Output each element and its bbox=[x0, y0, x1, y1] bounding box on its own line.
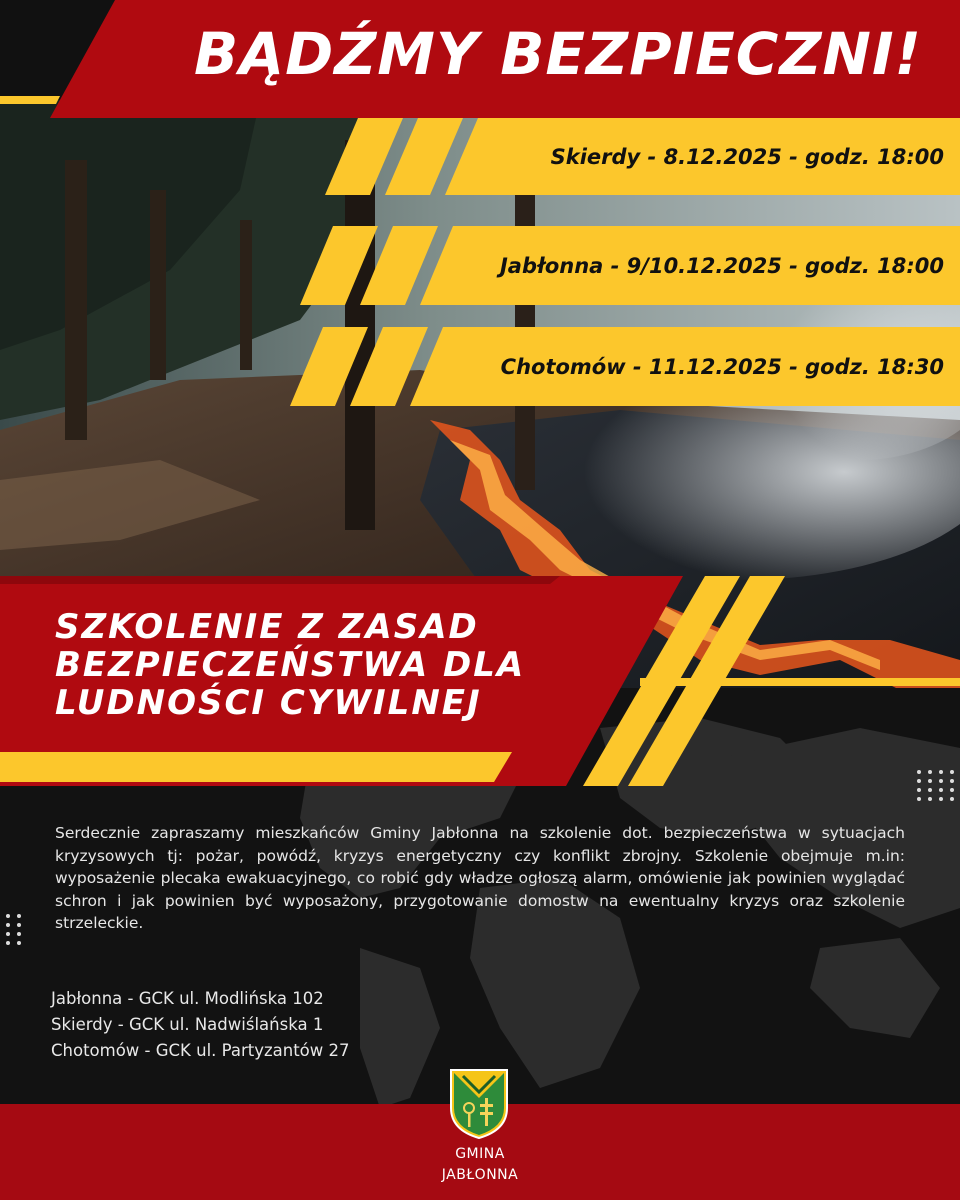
headline bbox=[55, 608, 525, 722]
venue-skierdy: Skierdy - GCK ul. Nadwiślańska 1 bbox=[51, 1015, 324, 1034]
headline-thin-stripe bbox=[640, 678, 960, 686]
page-title: BĄDŹMY BEZPIECZNI! bbox=[194, 20, 922, 88]
schedule-skierdy: Skierdy - 8.12.2025 - godz. 18:00 bbox=[550, 145, 944, 169]
headline-underline-stripe bbox=[0, 752, 512, 782]
description-paragraph: Serdecznie zapraszamy mieszkańców Gminy Jabłonna na szkolenie dot. bezpieczeństwa w sytuacjach kryzysowych tj: pożar, powódź, kryzys energetyczny czy konflikt zbrojny. Szkolenie obejmuje m.in: wyposażenie plecaka ewakuacyjnego, co robić gdy władze ogłoszą alarm, omówienie jak powinien wyglądać schron i jak powinien być wyposażony, przygotowanie domostw na ewentualny kryzys oraz szkolenie strzeleckie. bbox=[55, 824, 905, 932]
gmina-jablonna-crest-icon bbox=[449, 1068, 509, 1140]
schedule-chotomow: Chotomów - 11.12.2025 - godz. 18:30 bbox=[500, 355, 944, 379]
organizer-line-1: GMINA bbox=[455, 1146, 505, 1162]
venue-list bbox=[51, 986, 350, 1064]
headline-line-1: SZKOLENIE Z ZASAD bbox=[55, 607, 479, 647]
dot-column-decoration bbox=[6, 914, 23, 945]
headline-line-3: LUDNOŚCI CYWILNEJ bbox=[55, 683, 482, 723]
headline-line-2: BEZPIECZEŃSTWA DLA bbox=[55, 645, 526, 685]
venue-chotomow: Chotomów - GCK ul. Partyzantów 27 bbox=[51, 1041, 350, 1060]
schedule-jablonna: Jabłonna - 9/10.12.2025 - godz. 18:00 bbox=[499, 254, 944, 278]
dot-grid-decoration bbox=[917, 770, 960, 801]
organizer-name bbox=[380, 1144, 580, 1186]
organizer-line-2: JABŁONNA bbox=[441, 1167, 519, 1183]
venue-jablonna: Jabłonna - GCK ul. Modlińska 102 bbox=[51, 989, 324, 1008]
